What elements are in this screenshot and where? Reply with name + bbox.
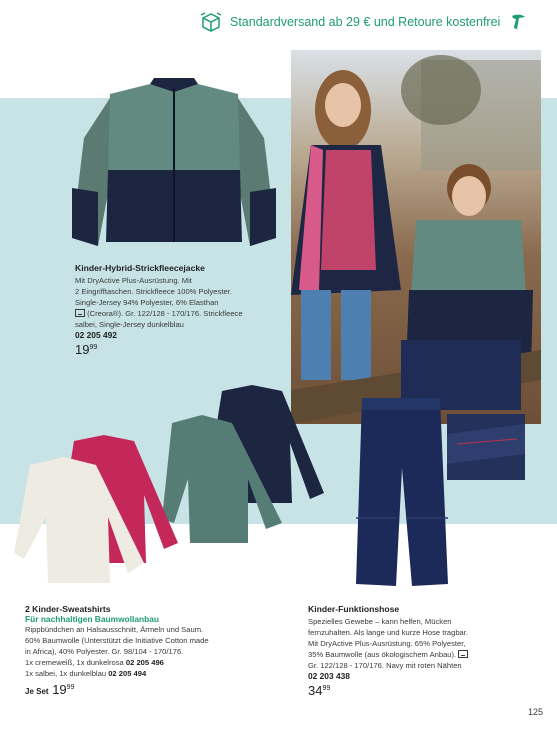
washing-care-icon: [458, 650, 468, 658]
pants-image: [352, 398, 450, 588]
sweatshirts-subtitle: Für nachhaltigen Baumwollanbau: [25, 614, 160, 624]
sweatshirts-price: Je Set $19^{99}$: [25, 682, 75, 697]
jacket-copy: Mit DryActive Plus-Ausrüstung. Mit 2 Eingrifftaschen. Strickfleece 100% Polyester. Single-Jersey 94% Polyester, 6% Elasthan (Creora®). Gr. 122/128 - 170/176. Strickfleece salbei, Single-Jersey dunkelblau: [75, 276, 243, 329]
pants-copy: Spezielles Gewebe – kann helfen, Mücken fernzuhalten. Als lange und kurze Hose tragbar. Mit DryActive Plus-Ausrüstung. 65% Polyester, 35% Baumwolle (aus ökologischem Anbau). Gr. 122/128 - 170/176. Navy mit roten Nähten: [308, 617, 468, 670]
pants-detail-inset: [447, 414, 525, 480]
pants-price: $34^{99}$: [308, 683, 331, 698]
jacket-title: Kinder-Hybrid-Strickfleecejacke: [75, 263, 205, 273]
page-number: 125: [527, 707, 543, 717]
package-icon: [200, 12, 222, 32]
jacket-price: $19^{99}$: [75, 342, 98, 357]
sweatshirts-copy: Rippbündchen an Halsausschnitt, Ärmeln und Saum. 60% Baumwolle (Unterstützt die Initiative Cotton made in Africa), 40% Polyester. Gr. 98/104 - 170/176. 1x cremeweiß, 1x dunkelrosa 02 205 496 1x salbei, 1x dunkelblau 02 205 494: [25, 625, 209, 678]
sweatshirts-description: [25, 604, 295, 697]
sweatshirts-image: [12, 383, 332, 583]
jacket-image: [70, 78, 278, 248]
sweatshirts-article-1: 02 205 496: [125, 658, 164, 667]
kids-photo: [291, 50, 541, 424]
sweatshirts-article-2: 02 205 494: [108, 669, 147, 678]
pants-description: [308, 604, 548, 698]
sweatshirts-title: 2 Kinder-Sweatshirts: [25, 604, 111, 614]
shipping-text: Standardversand ab 29 € und Retoure kostenfrei: [230, 15, 501, 29]
jacket-description: [75, 263, 275, 357]
tchibo-logo-icon: [508, 12, 528, 32]
pants-title: Kinder-Funktionshose: [308, 604, 400, 614]
jacket-article-number: 02 205 492: [75, 330, 117, 340]
shipping-banner: [200, 10, 550, 34]
washing-care-icon: [75, 309, 85, 317]
pants-article-number: 02 203 438: [308, 671, 350, 681]
